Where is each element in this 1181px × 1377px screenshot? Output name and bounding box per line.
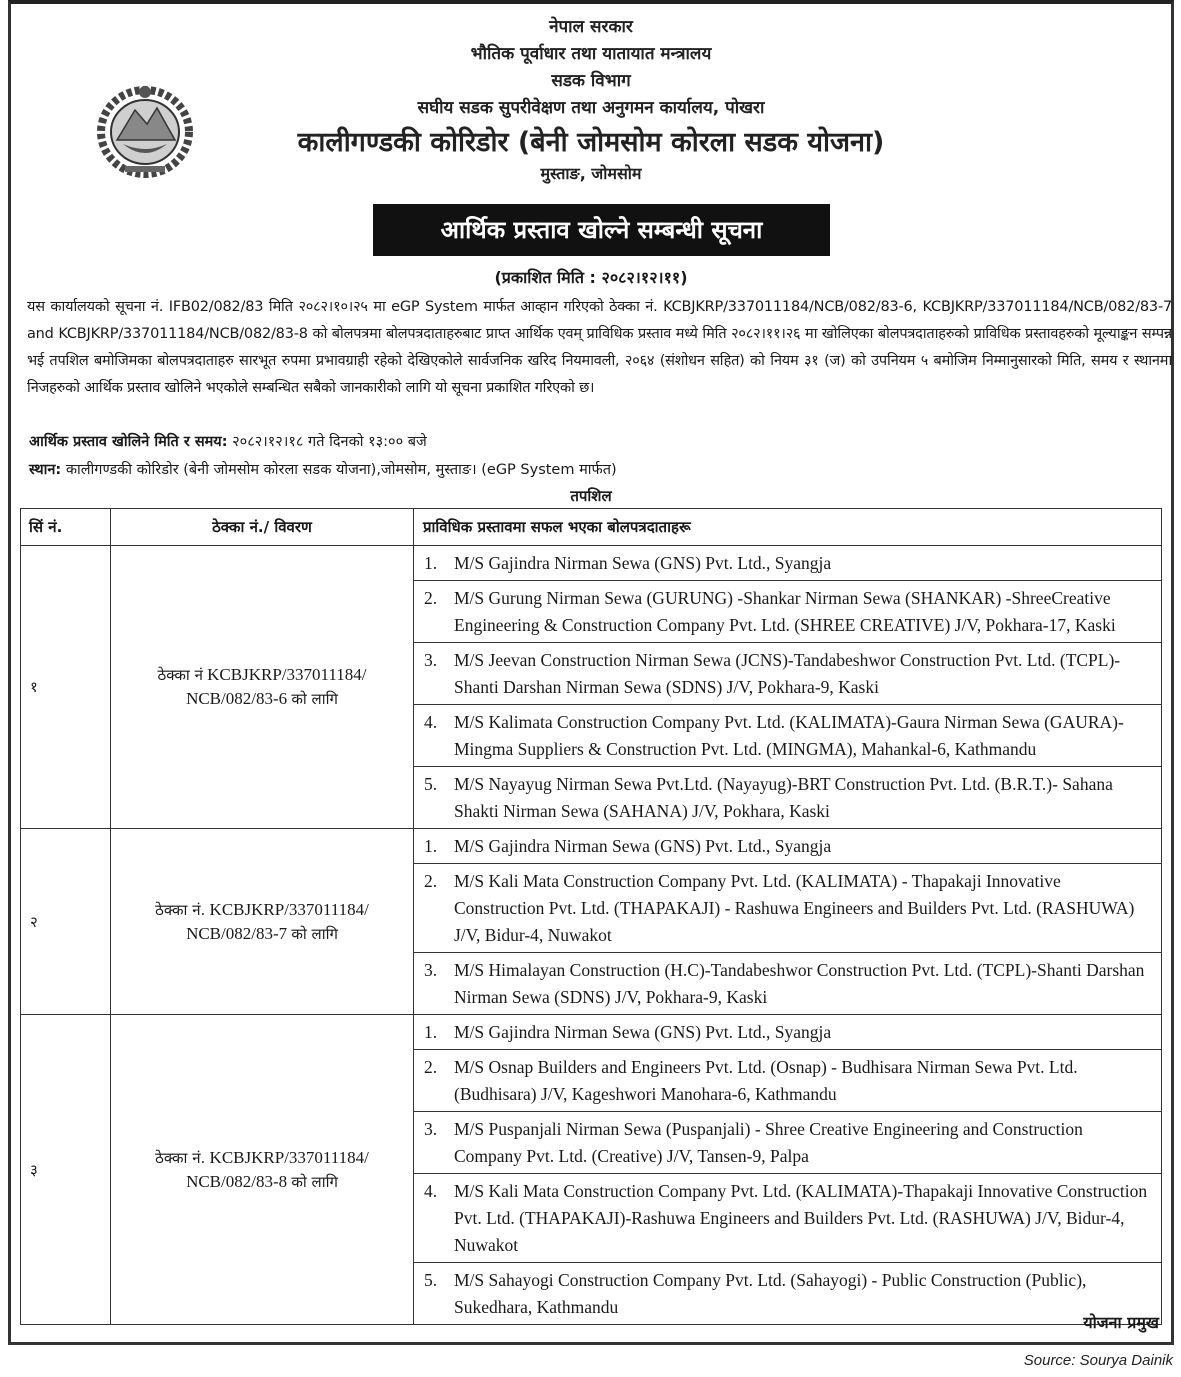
col-header-sn: सिं नं. <box>21 509 111 546</box>
place-value: कालीगण्डकी कोरिडोर (बेनी जोमसोम कोरला सडक योजना),जोमसोम, मुस्ताङ। (eGP System मार्फत) <box>65 462 617 478</box>
notice-paragraph: यस कार्यालयको सूचना नं. IFB02/082/83 मिति २०८२।१०।२५ मा eGP System मार्फत आव्हान गरिएको ठेक्का नं. KCBJKRP/337011184/NCB/082/83-6, KCBJKRP/337011184/NCB/082/83-7 and KCBJKRP/337011184/NCB/082/83-8 को बोलपत्रमा बोलपत्रदाताहरुबाट प्राप्त आर्थिक एवम् प्राविधिक प्रस्ताव मध्ये मिति २०८२।११।२६ मा खोलिएका बोलपत्रदाताहरुको प्राविधिक प्रस्तावहरुको मूल्याङ्कन सम्पन्न भई तपशिल बमोजिमका बोलपत्रदाताहरु सारभूत रुपमा प्रभावग्राही रहेको देखिएकोले सार्वजनिक खरिद नियमावली, २०६४ (संशोधन सहित) को नियम ३१ (ज) को उपनियम ५ बमोजिम निम्मानुसारको मिति, समय र स्थानमा निजहरुको आर्थिक प्रस्ताव खोलिने भएकोले सम्बन्धित सबैको जानकारीको लागि यो सूचना प्रकाशित गरिएको छ। <box>27 299 1172 396</box>
notice-title: आर्थिक प्रस्ताव खोल्ने सम्बन्धी सूचना <box>373 204 830 256</box>
bidders-table <box>20 508 1162 1325</box>
signature-title: योजना प्रमुख <box>1083 1313 1159 1332</box>
published-date: (प्रकाशित मिति : २०८२।१२।११) <box>494 268 688 287</box>
office-name: सघीय सडक सुपरीवेक्षण तथा अनुगमन कार्यालय, पोखरा <box>417 98 765 118</box>
place-label: स्थान: <box>29 462 62 478</box>
list-item: 2. M/S Gurung Nirman Sewa (GURUNG) -Shankar Nirman Sewa (SHANKAR) -ShreeCreative Engineering & Construction Company Pvt. Ltd. (SHREE CREATIVE) J/V, Pokhara-17, Kaski <box>414 581 1161 643</box>
ministry-name: भौतिक पूर्वाधार तथा यातायात मन्त्रालय <box>470 44 712 64</box>
row-sn: २ <box>21 829 111 1015</box>
row-sn: १ <box>21 546 111 829</box>
list-item: 1. M/S Gajindra Nirman Sewa (GNS) Pvt. Ltd., Syangja <box>414 546 1161 581</box>
list-item: 2. M/S Osnap Builders and Engineers Pvt. Ltd. (Osnap) - Budhisara Nirman Sewa Pvt. Ltd. (Budhisara) J/V, Kageshwori Manohara-6, Kathmandu <box>414 1050 1161 1112</box>
row-bidders <box>414 546 1162 829</box>
list-item: 1. M/S Gajindra Nirman Sewa (GNS) Pvt. Ltd., Syangja <box>414 1015 1161 1050</box>
list-item: 3. M/S Himalayan Construction (H.C)-Tandabeshwor Construction Pvt. Ltd. (TCPL)-Shanti Darshan Nirman Sewa (SDNS) J/V, Pokhara-9, Kaski <box>424 960 1145 1007</box>
row-contract: ठेक्का नं. KCBJKRP/337011184/ NCB/082/83-7 को लागि <box>111 829 414 1015</box>
row-bidders <box>414 829 1162 1015</box>
col-header-bidders: प्राविधिक प्रस्तावमा सफल भएका बोलपत्रदाताहरू <box>414 509 1162 546</box>
table-row <box>21 1015 1162 1325</box>
row-contract: ठेक्का नं. KCBJKRP/337011184/ NCB/082/83-8 को लागि <box>111 1015 414 1325</box>
opening-datetime <box>29 429 427 455</box>
list-item: 4. M/S Kali Mata Construction Company Pvt. Ltd. (KALIMATA)-Thapakaji Innovative Construction Pvt. Ltd. (THAPAKAJI)-Rashuwa Engineers and Builders Pvt. Ltd. (RASHUWA) J/V, Bidur-4, Nuwakot <box>414 1174 1161 1263</box>
list-item: 4. M/S Kalimata Construction Company Pvt. Ltd. (KALIMATA)-Gaura Nirman Sewa (GAURA)-Mingma Suppliers & Construction Pvt. Ltd. (MINGMA), Mahankal-6, Kathmandu <box>414 705 1161 767</box>
list-item: 5. M/S Sahayogi Construction Company Pvt. Ltd. (Sahayogi) - Public Construction (Public), Sukedhara, Kathmandu <box>424 1270 1087 1317</box>
table-row <box>21 546 1162 829</box>
header <box>11 14 1171 186</box>
table-header-row <box>21 509 1162 546</box>
schedule-heading: तपशिल <box>570 487 612 505</box>
opening-value: २०८२।१२।१८ गते दिनको १३:०० बजे <box>232 434 427 450</box>
list-item: 5. M/S Nayayug Nirman Sewa Pvt.Ltd. (Nayayug)-BRT Construction Pvt. Ltd. (B.R.T.)- Sahana Shakti Nirman Sewa (SAHANA) J/V, Pokhara, Kaski <box>424 774 1113 821</box>
row-contract: ठेक्का नं KCBJKRP/337011184/ NCB/082/83-6 को लागि <box>111 546 414 829</box>
row-bidders <box>414 1015 1162 1325</box>
project-location: मुस्ताङ, जोमसोम <box>540 164 642 183</box>
col-header-contract: ठेक्का नं./ विवरण <box>111 509 414 546</box>
department-name: सडक विभाग <box>551 71 631 91</box>
source-credit: Source: Sourya Dainik <box>1023 1352 1173 1369</box>
government-name: नेपाल सरकार <box>549 17 633 37</box>
project-name: कालीगण्डकी कोरिडोर (बेनी जोमसोम कोरला सडक योजना) <box>297 127 885 158</box>
list-item: 1. M/S Gajindra Nirman Sewa (GNS) Pvt. Ltd., Syangja <box>414 829 1161 864</box>
opening-label: आर्थिक प्रस्ताव खोलिने मिति र समय: <box>29 434 228 450</box>
list-item: 3. M/S Jeevan Construction Nirman Sewa (JCNS)-Tandabeshwor Construction Pvt. Ltd. (TCPL)-Shanti Darshan Nirman Sewa (SDNS) J/V, Pokhara-9, Kaski <box>414 643 1161 705</box>
opening-place <box>29 457 617 483</box>
list-item: 3. M/S Puspanjali Nirman Sewa (Puspanjali) - Shree Creative Engineering and Construction Company Pvt. Ltd. (Creative) J/V, Tansen-9, Palpa <box>414 1112 1161 1174</box>
row-sn: ३ <box>21 1015 111 1325</box>
list-item: 2. M/S Kali Mata Construction Company Pvt. Ltd. (KALIMATA) - Thapakaji Innovative Construction Pvt. Ltd. (THAPAKAJI) - Rashuwa Engineers and Builders Pvt. Ltd. (RASHUWA) J/V, Bidur-4, Nuwakot <box>414 864 1161 953</box>
table-row <box>21 829 1162 1015</box>
